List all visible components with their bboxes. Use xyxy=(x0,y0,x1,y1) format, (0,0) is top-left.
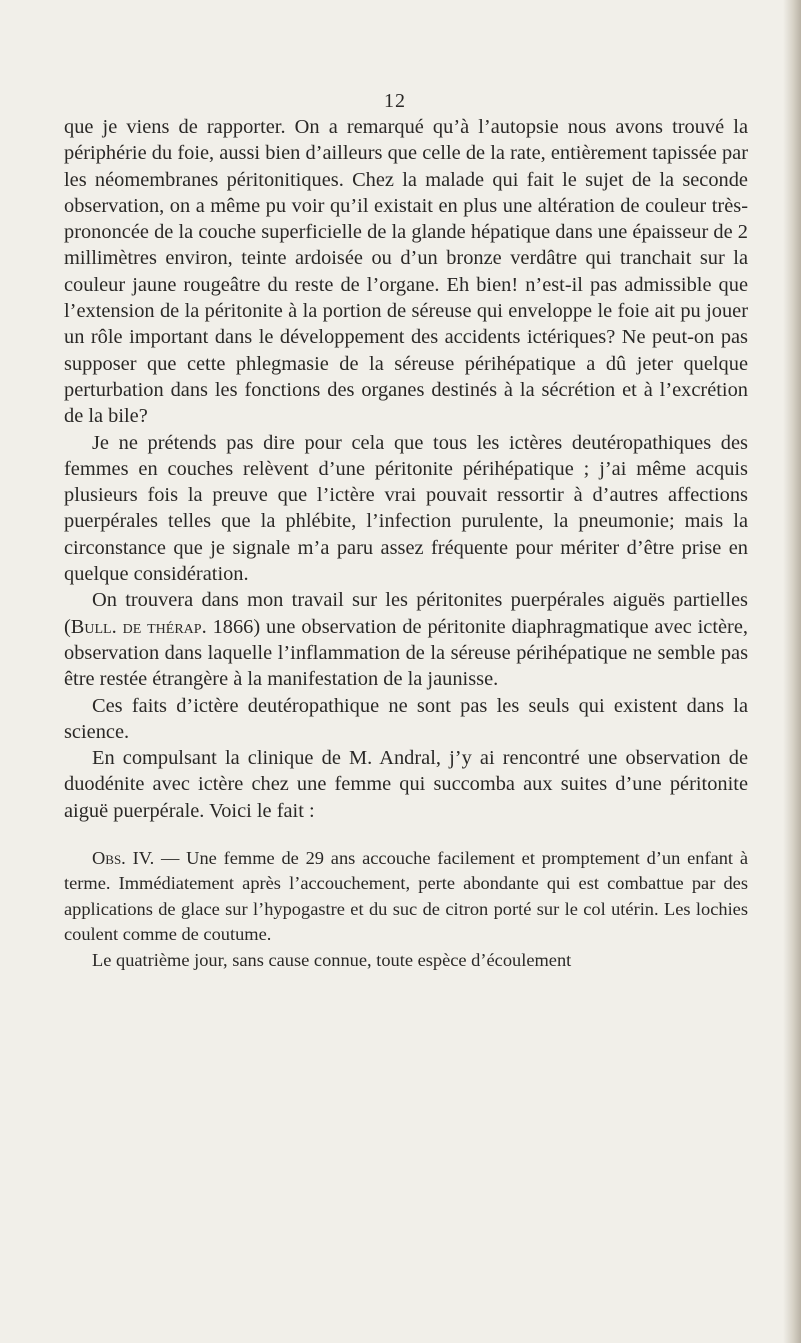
page-number: 12 xyxy=(384,90,406,112)
paragraph-3-lead: On trouvera dans mon travail sur les péritonites puerpérales aiguës partielles ( xyxy=(64,589,748,638)
page-edge-shadow xyxy=(783,0,801,1343)
paragraph-4: Ces faits d’ictère deutéropathique ne sont pas les seuls qui existent dans la science. xyxy=(64,694,748,743)
paragraph-1: que je viens de rapporter. On a remarqué qu’à l’autopsie nous avons trouvé la périphérie du foie, aussi bien d’ailleurs que celle de la rate, entièrement tapissée par les néomembranes péritonitiques. Chez la malade qui fait le sujet de la seconde observation, on a même pu voir qu’il existait en plus une altération de couleur très-prononcée de la couche superficielle de la glande hépatique dans une épaisseur de 2 millimètres environ, teinte ardoisée ou d’un bronze verdâtre qui tranchait sur la couleur jaune rougeâtre du reste de l’organe. Eh bien! n’est-il pas admissible que l’extension de la péritonite à la portion de séreuse qui enveloppe le foie ait pu jouer un rôle important dans le développement des accidents ictériques? Ne peut-on pas supposer que cette phlegmasie de la séreuse périhépatique a dû jeter quelque perturbation dans les fonctions des organes destinés à la sécrétion et à l’excrétion de la bile? xyxy=(64,116,748,428)
observation-label: Obs. IV. xyxy=(92,848,155,869)
observation-continuation: Le quatrième jour, sans cause connue, toute espèce d’écoulement xyxy=(92,949,572,970)
paragraph-3-rest: 1866) une observation de péritonite diaphragmatique avec ictère, observation dans laquelle l’inflammation de la séreuse périhépatique ne semble pas être restée étrangère à la manifestation de la jaunisse. xyxy=(64,615,748,691)
citation-bull-therap: Bull. de thérap. xyxy=(70,615,207,638)
observation-paragraph xyxy=(64,846,748,948)
observation-text: — Une femme de 29 ans accouche facilement et promptement d’un enfant à terme. Immédiatement après l’accouchement, perte abondante qui est combattue par des applications de glace sur l’hypogastre et du suc de citron porté sur le col utérin. Les lochies coulent comme de coutume. xyxy=(64,848,748,945)
paragraph-2: Je ne prétends pas dire pour cela que tous les ictères deutéropathiques des femmes en couches relèvent d’une péritonite périhépatique ; j’ai même acquis plusieurs fois la preuve que l’ictère vrai pouvait ressortir à d’autres affections puerpérales telles que la phlébite, l’infection purulente, la pneumonie; mais la circonstance que je signale m’a paru assez fréquente pour mériter d’être prise en quelque considération. xyxy=(64,431,748,586)
paragraph-5: En compulsant la clinique de M. Andral, j’y ai rencontré une observation de duodénite avec ictère chez une femme qui succomba aux suites d’une péritonite aiguë puerpérale. Voici le fait : xyxy=(64,747,748,822)
body-text xyxy=(64,114,748,973)
paragraph-3 xyxy=(64,587,748,692)
